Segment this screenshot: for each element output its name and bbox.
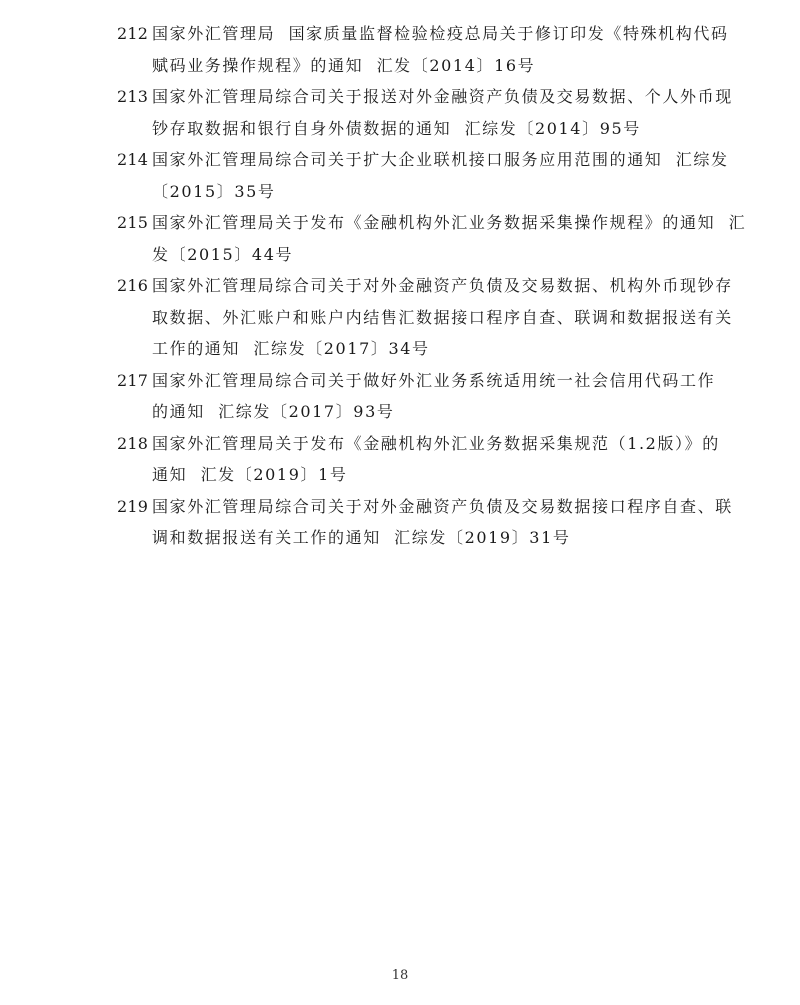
entry-title (152, 144, 729, 207)
entry-line: 国家外汇管理局 国家质量监督检验检疫总局关于修订印发《特殊机构代码 (152, 24, 729, 43)
list-item (117, 18, 729, 81)
entry-number: 212 (117, 24, 149, 43)
list-item (117, 491, 733, 554)
entry-line: 国家外汇管理局综合司关于报送对外金融资产负债及交易数据、个人外币现 (152, 87, 733, 106)
entry-title (152, 207, 746, 270)
page-number: 18 (391, 968, 409, 983)
entry-line: 国家外汇管理局综合司关于对外金融资产负债及交易数据、机构外币现钞存 (152, 276, 733, 295)
entry-number: 214 (117, 150, 149, 169)
list-item (117, 365, 716, 428)
entry-title (152, 270, 733, 365)
entry-title (152, 428, 720, 491)
list-item (117, 81, 733, 144)
entry-number: 216 (117, 276, 149, 295)
entry-number: 218 (117, 433, 149, 453)
entry-number: 219 (117, 496, 149, 516)
list-item (117, 270, 733, 365)
entry-number: 215 (117, 213, 149, 232)
entry-line: 钞存取数据和银行自身外债数据的通知 汇综发〔2014〕95号 (152, 118, 641, 138)
entry-line: 的通知 汇综发〔2017〕93号 (152, 402, 395, 421)
entry-line: 国家外汇管理局关于发布《金融机构外汇业务数据采集操作规程》的通知 汇 (152, 213, 747, 232)
entry-line: 〔2015〕35号 (152, 181, 276, 201)
entry-line: 国家外汇管理局综合司关于做好外汇业务系统适用统一社会信用代码工作 (152, 370, 716, 390)
entry-line: 赋码业务操作规程》的通知 汇发〔2014〕16号 (152, 55, 536, 75)
entry-number: 213 (117, 87, 149, 106)
entry-title (152, 18, 729, 81)
entry-line: 取数据、外汇账户和账户内结售汇数据接口程序自查、联调和数据报送有关 (152, 307, 733, 327)
list-item (117, 144, 729, 207)
entry-line: 调和数据报送有关工作的通知 汇综发〔2019〕31号 (152, 528, 571, 547)
entry-line: 工作的通知 汇综发〔2017〕34号 (152, 339, 430, 358)
entry-line: 发〔2015〕44号 (152, 244, 294, 264)
regulation-list (117, 18, 747, 554)
entry-line: 国家外汇管理局关于发布《金融机构外汇业务数据采集规范（1.2版）》的 (152, 433, 720, 453)
entry-line: 国家外汇管理局综合司关于扩大企业联机接口服务应用范围的通知 汇综发 (152, 150, 729, 169)
list-item (117, 428, 720, 491)
entry-title (152, 81, 733, 144)
entry-line: 通知 汇发〔2019〕1号 (152, 465, 348, 484)
entry-title (152, 365, 715, 428)
entry-title (152, 491, 733, 554)
list-item (117, 207, 747, 270)
entry-line: 国家外汇管理局综合司关于对外金融资产负债及交易数据接口程序自查、联 (152, 496, 733, 516)
entry-number: 217 (117, 370, 149, 390)
